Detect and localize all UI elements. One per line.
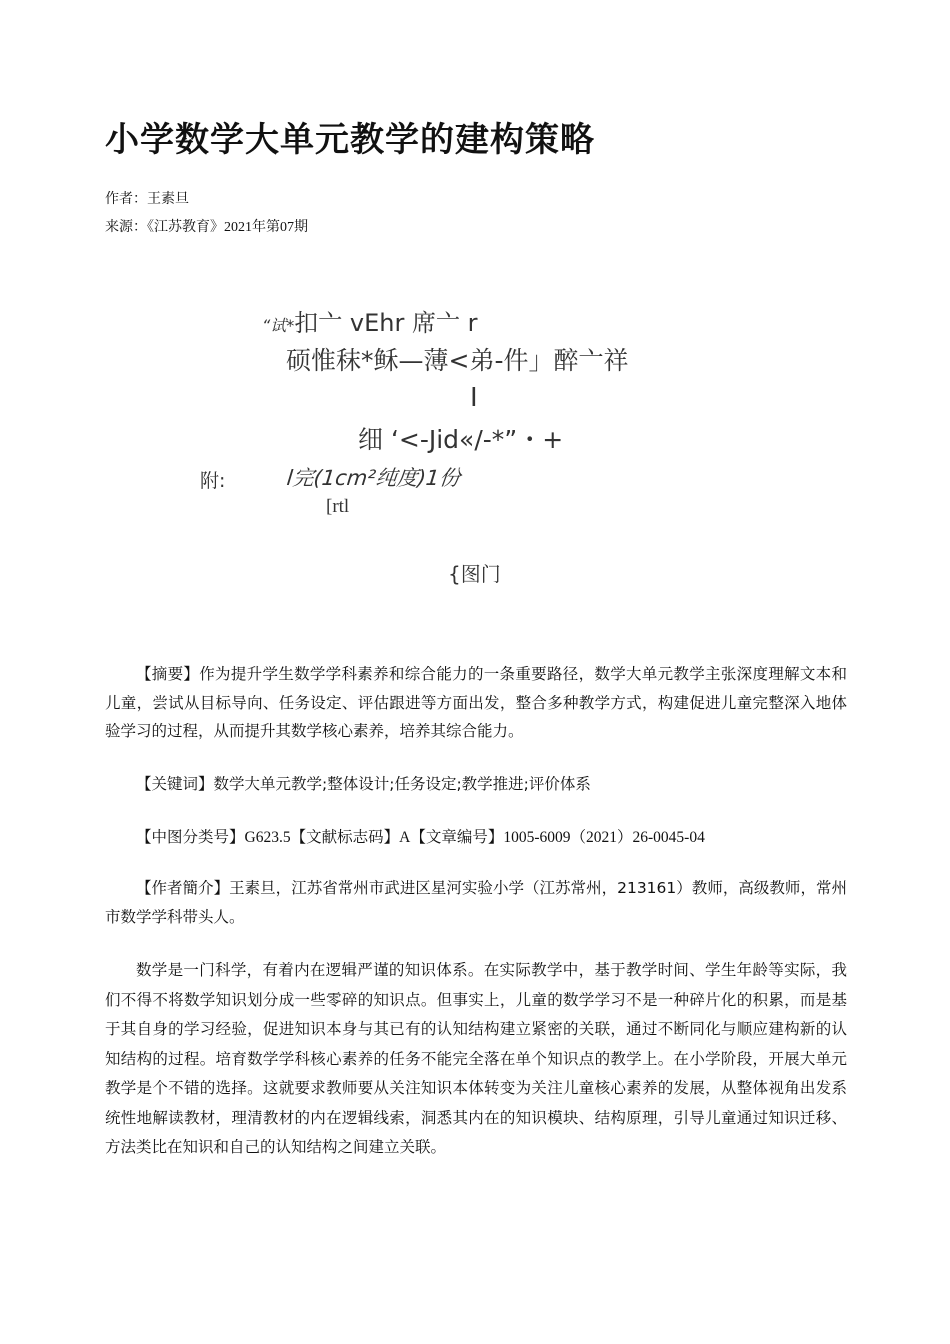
figure-ocr-text-1: 扣亠 vEhr 席亠 r <box>294 309 478 337</box>
figure-ocr-line-2: 硕惟秣*稣—薄<弟-件」醉亠祥 <box>286 346 629 375</box>
source-line <box>105 216 308 236</box>
figure-ocr-line-3: I <box>470 383 478 413</box>
figure-ocr-line-5: l完(1cm²纯度)1份 <box>285 466 462 490</box>
abstract-text: 作为提升学生数学学科素养和综合能力的一条重要路径，数学大单元教学主张深度理解文本和儿童，尝试从目标导向、任务设定、评估跟进等方面出发，整合多种教学方式，构建促进儿童完整深入地体验学习的过程，从而提升其数学核心素养，培养其综合能力。 <box>105 665 847 740</box>
source-year: 2021 <box>224 220 252 235</box>
figure-ocr-prefix: 附: <box>200 470 226 492</box>
figure-ocr-line-1 <box>262 303 478 338</box>
body-paragraph-1: 数学是一门科学，有着内在逻辑严谨的知识体系。在实际教学中，基于教学时间、学生年龄等实际，我们不得不将数学知识划分成一些零碎的知识点。但事实上，儿童的数学学习不是一种碎片化的积累，而是基于其自身的学习经验，促进知识本身与其已有的认知结构建立紧密的关联，通过不断同化与顺应建构新的认知结构的过程。培育数学学科核心素养的任务不能完全落在单个知识点的教学上。在小学阶段，开展大单元教学是个不错的选择。这就要求教师要从关注知识本体转变为关注儿童核心素养的发展，从整体视角出发系统性地解读教材，理清教材的内在逻辑线索，洞悉其内在的知识模块、结构原理，引导儿童通过知识迁移、方法类比在知识和自己的认知结构之间建立关联。 <box>105 961 847 1156</box>
doc-code-value: A <box>399 829 411 846</box>
abstract-paragraph <box>105 660 847 746</box>
figure-ocr-quote: “试* <box>262 316 295 335</box>
author-bio-text: 王素旦，江苏省常州市武进区星河实验小学（江苏常州，213161）教师，高级教师，常州市数学学科带头人。 <box>105 879 847 926</box>
author-bio-label: 【作者簡介】 <box>136 879 230 897</box>
keywords-text: 数学大单元教学;整体设计;任务设定;教学推进;评价体系 <box>213 775 591 793</box>
source-year-suffix: 年第 <box>252 219 280 235</box>
author-bio-paragraph <box>105 874 847 931</box>
figure-caption: {图门 <box>448 562 501 586</box>
source-label: 来源： <box>105 219 147 235</box>
keywords-label: 【关键词】 <box>136 775 214 793</box>
figure-ocr-line-6: [rtl <box>326 496 350 517</box>
author-label: 作者： <box>105 191 147 207</box>
clc-label: 【中图分类号】 <box>136 828 245 846</box>
figure-ocr-line-4: 细 ‘<-Jid«/-*”・+ <box>358 425 564 454</box>
classification-paragraph <box>105 827 847 848</box>
article-id-label: 【文章编号】 <box>410 828 504 846</box>
source-issue: 07 <box>280 220 294 235</box>
article-title: 小学数学大单元教学的建构策略 <box>105 120 595 160</box>
author-line <box>105 188 189 208</box>
article-id-value: 1005-6009（2021）26-0045-04 <box>503 829 705 846</box>
abstract-label: 【摘要】 <box>136 665 200 683</box>
keywords-paragraph <box>105 774 847 794</box>
doc-code-label: 【文献标志码】 <box>290 828 400 846</box>
source-issue-suffix: 期 <box>294 219 308 235</box>
source-journal: 《江苏教育》 <box>147 219 224 235</box>
clc-value: G623.5 <box>244 829 291 846</box>
author-name: 王素旦 <box>147 191 189 207</box>
